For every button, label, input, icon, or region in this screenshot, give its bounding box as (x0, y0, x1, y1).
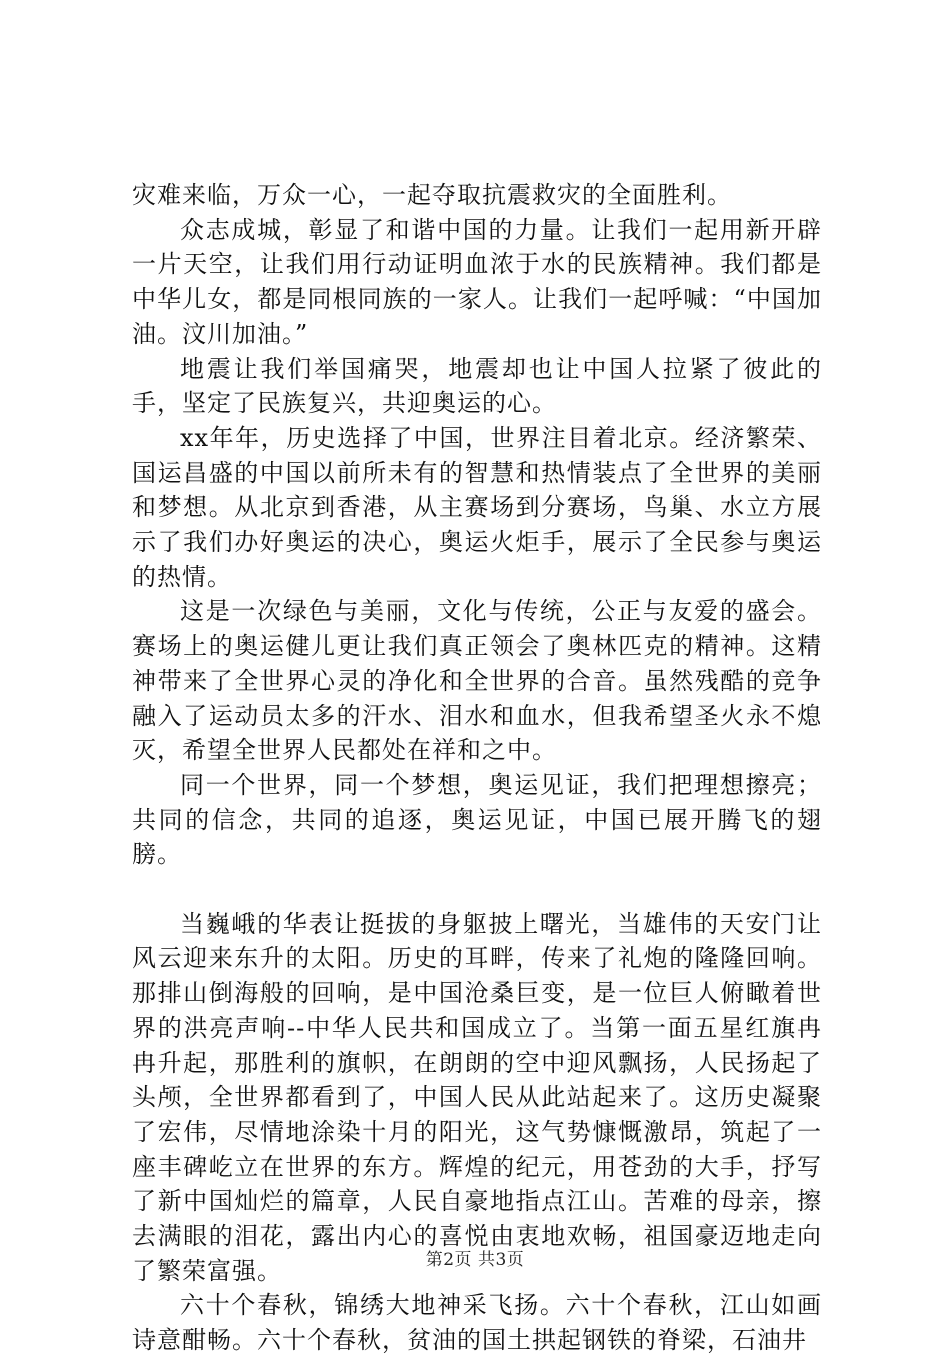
document-body (132, 178, 822, 1358)
paragraph-sixty-years: 六十个春秋，锦绣大地神采飞扬。六十个春秋，江山如画诗意酣畅。六十个春秋，贫油的国土拱起钢铁的脊梁，石油井 (132, 1291, 822, 1355)
paragraph-disaster-unity: 灾难来临，万众一心，一起夺取抗震救灾的全面胜利。 (132, 181, 732, 209)
paragraph-founding-of-nation: 当巍峨的华表让挺拔的身躯披上曙光，当雄伟的天安门让风云迎来东升的太阳。历史的耳畔，传来了礼炮的隆隆回响。那排山倒海般的回响，是中国沧桑巨变，是一位巨人俯瞰着世界的洪亮声响--中华人民共和国成立了。当第一面五星红旗冉冉升起，那胜利的旗帜，在朗朗的空中迎风飘扬，人民扬起了头颅，全世界都看到了，中国人民从此站起来了。这历史凝聚了宏伟，尽情地涂染十月的阳光，这气势慷慨激昂，筑起了一座丰碑屹立在世界的东方。辉煌的纪元，用苍劲的大手，抒写了新中国灿烂的篇章，人民自豪地指点江山。苦难的母亲，擦去满眼的泪花，露出内心的喜悦由衷地欢畅，祖国豪迈地走向了繁荣富强。 (132, 909, 822, 1285)
paragraph-olympics-beijing: xx年年，历史选择了中国，世界注目着北京。经济繁荣、国运昌盛的中国以前所未有的智慧和热情装点了全世界的美丽和梦想。从北京到香港，从主赛场到分赛场，鸟巢、水立方展示了我们办好奥运的决心，奥运火炬手，展示了全民参与奥运的热情。 (132, 423, 822, 591)
paragraph-united-strength: 众志成城，彰显了和谐中国的力量。让我们一起用新开辟一片天空，让我们用行动证明血浓于水的民族精神。我们都是中华儿女，都是同根同族的一家人。让我们一起呼喊：“中国加油。汶川加油。” (132, 215, 822, 348)
paragraph-one-world-one-dream: 同一个世界，同一个梦想，奥运见证，我们把理想擦亮；共同的信念，共同的追逐，奥运见证，中国已展开腾飞的翅膀。 (132, 770, 822, 869)
paragraph-green-olympics: 这是一次绿色与美丽，文化与传统，公正与友爱的盛会。赛场上的奥运健儿更让我们真正领会了奥林匹克的精神。这精神带来了全世界心灵的净化和全世界的合音。虽然残酷的竞争融入了运动员太多的汗水、泪水和血水，但我希望圣火永不熄灭，希望全世界人民都处在祥和之中。 (132, 597, 822, 765)
paragraph-spacer (132, 872, 822, 907)
page-number-footer: 第2页 共3页 (425, 1250, 525, 1270)
paragraph-earthquake-hands: 地震让我们举国痛哭，地震却也让中国人拉紧了彼此的手，坚定了民族复兴，共迎奥运的心。 (132, 354, 822, 418)
